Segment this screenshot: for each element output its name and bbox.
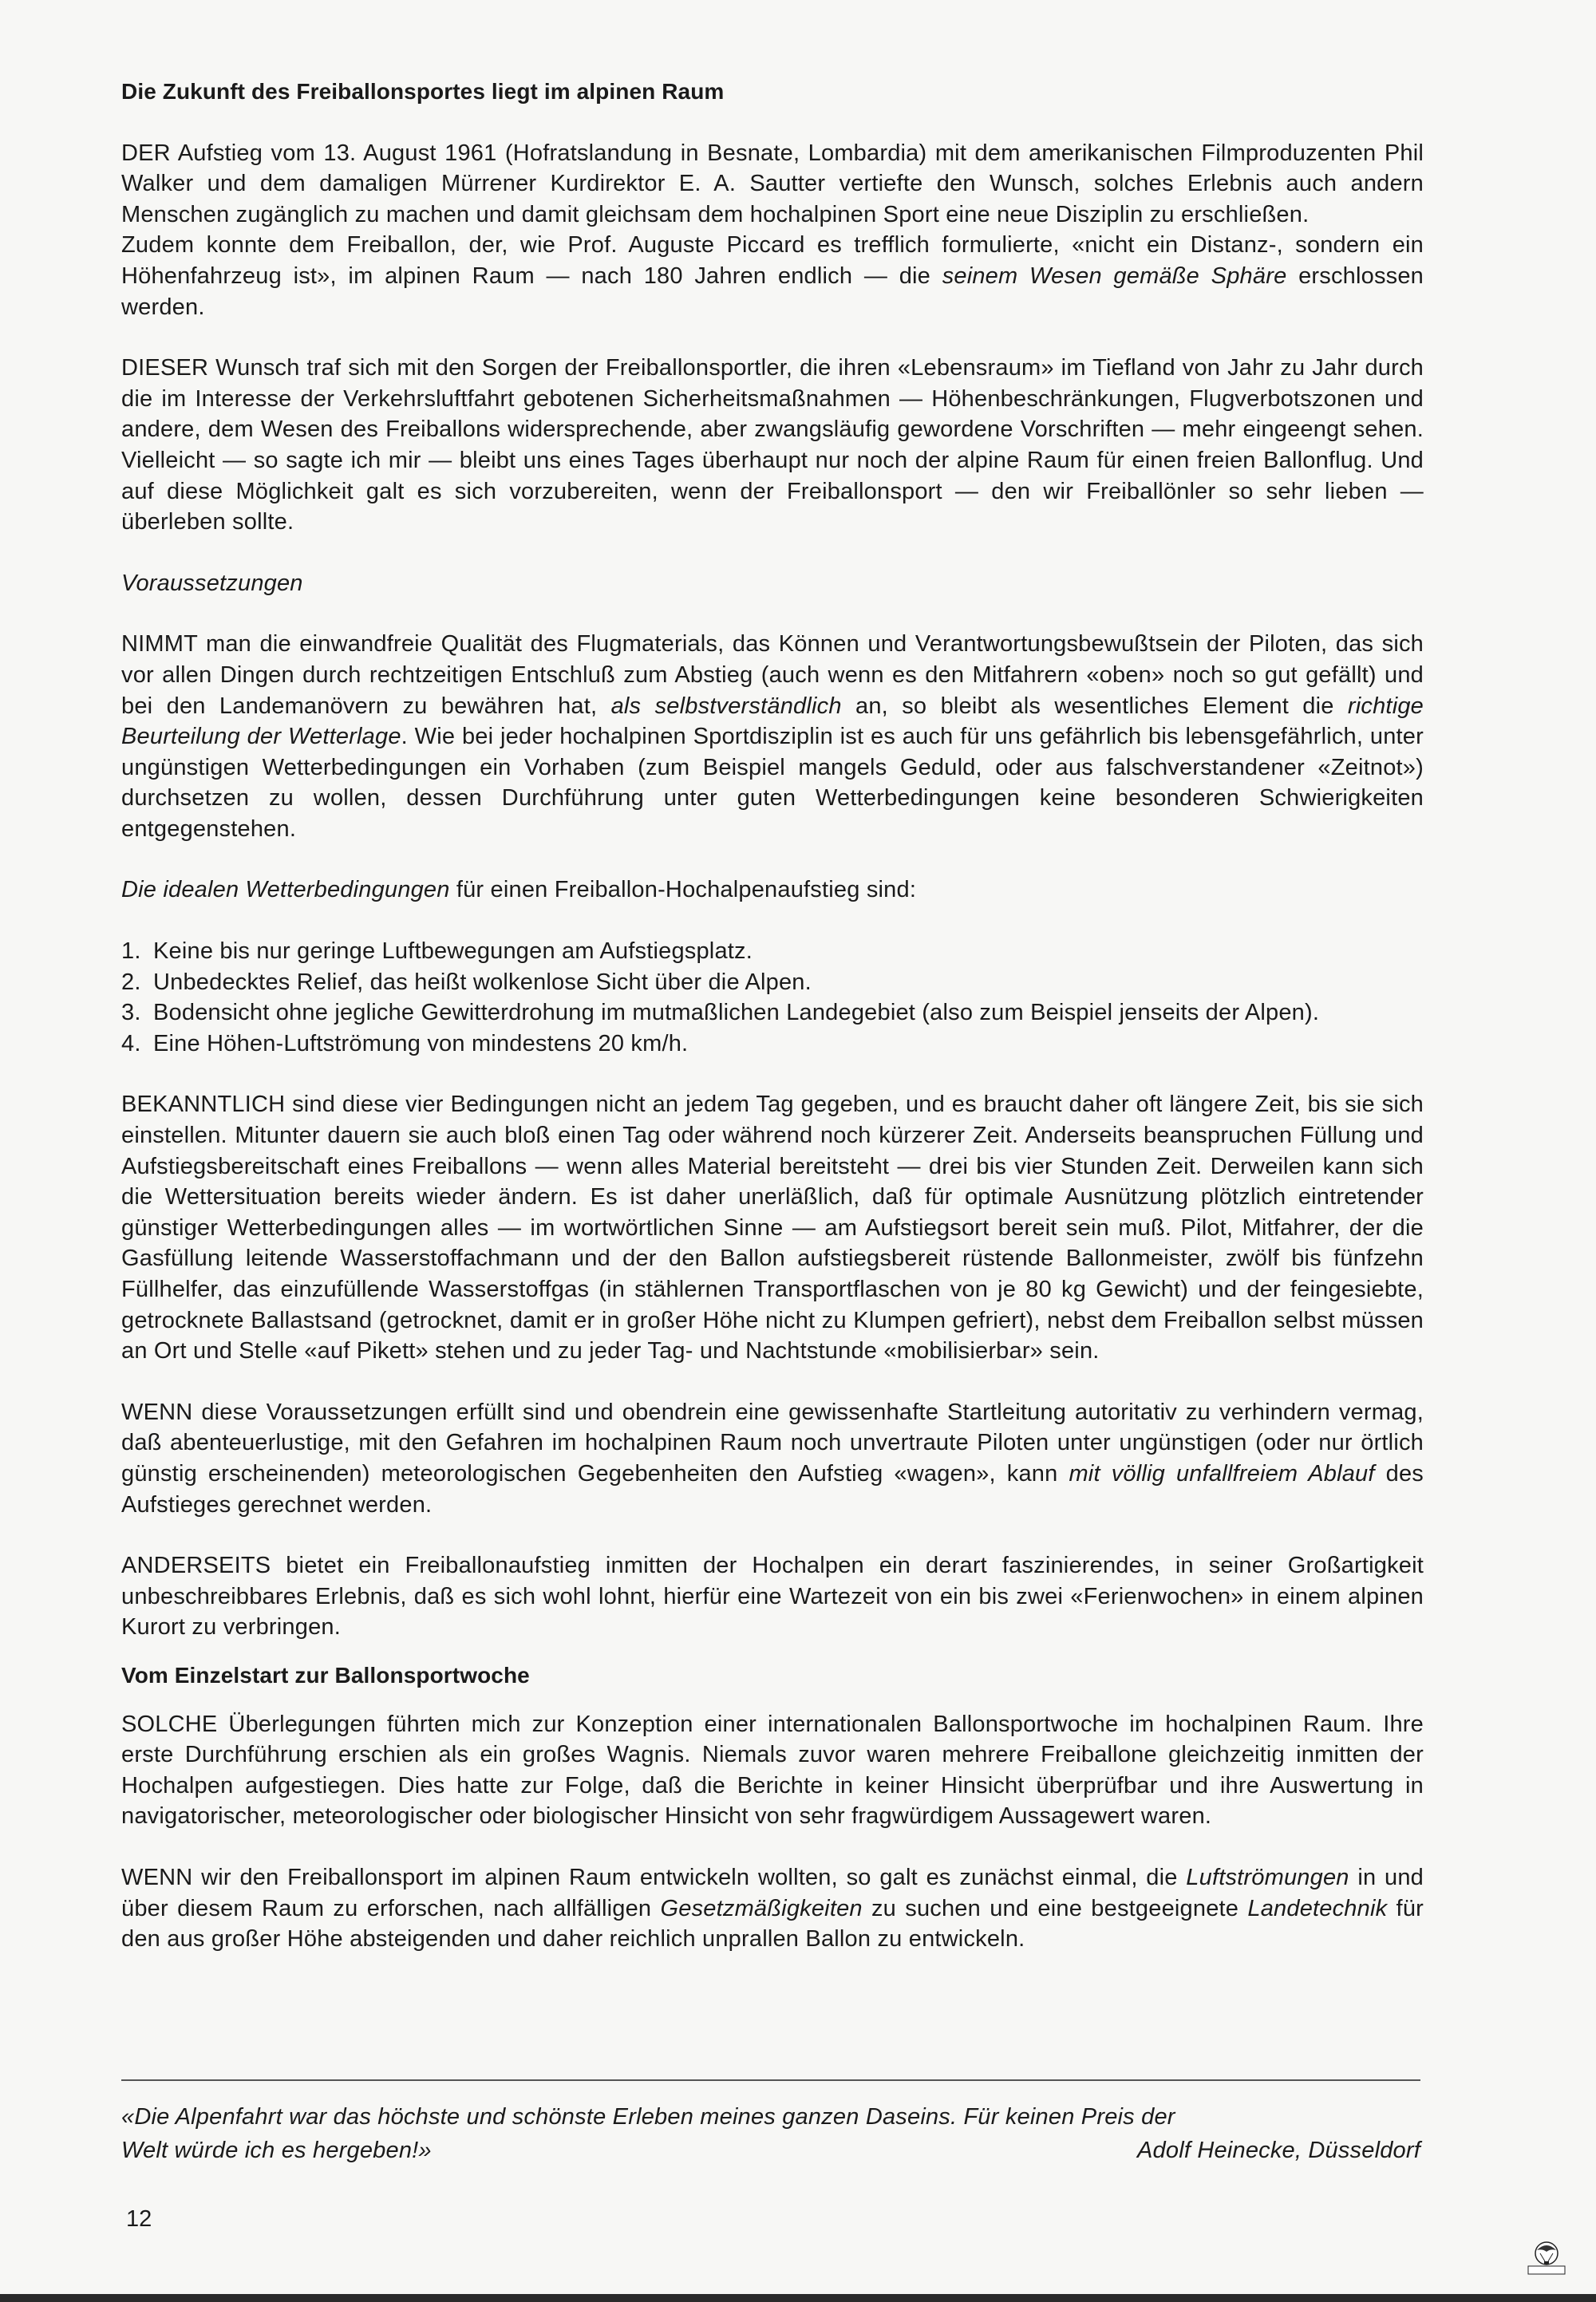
section-heading: Vom Einzelstart zur Ballonsportwoche xyxy=(121,1662,530,1688)
page-number: 12 xyxy=(126,2206,152,2232)
divider xyxy=(121,2079,1420,2081)
conditions-list xyxy=(121,936,1424,1059)
list-item: 3. Bodensicht ohne jegliche Gewitterdrohung im mutmaßlichen Landegebiet (also zum Beispiel jenseits der Alpen). xyxy=(121,1000,1320,1026)
paragraph-nimmt: NIMMT man die einwandfreie Qualität des Flugmaterials, das Können und Verantwortungsbewußtsein der Piloten, das sich vor allen Dingen durch rechtzeitigen Entschluß zum Abstieg (auch wenn es den Mitfahrern «oben» noch so gut gefällt) und bei den Landemanövern zu bewähren hat, als selbstverständlich an, so bleibt als wesentliches Element die richtige Beurteilung der Wetterlage. Wie bei jeder hochalpinen Sportdisziplin ist es auch für uns gefährlich bis lebensgefährlich, unter ungünstigen Wetterbedingungen ein Vorhaben (zum Beispiel mangels Geduld, oder aus falschverstandener «Zeitnot») durchsetzen zu wollen, dessen Durchführung unter guten Wetterbedingungen keine besonderen Schwierigkeiten entgegenstehen. xyxy=(121,631,1424,842)
list-item: 1. Keine bis nur geringe Luftbewegungen am Aufstiegsplatz. xyxy=(121,938,753,965)
paragraph-bekanntlich: BEKANNTLICH sind diese vier Bedingungen nicht an jedem Tag gegeben, und es braucht daher oft längere Zeit, bis sie sich einstellen. Mitunter dauern sie auch bloß einen Tag oder während noch kürzerer Zeit. Anderseits beanspruchen Füllung und Aufstiegsbereitschaft eines Freiballons — wenn alles Material bereitsteht — drei bis vier Stunden Zeit. Derweilen kann sich die Wettersituation bereits wieder ändern. Es ist daher unerläßlich, daß für optimale Ausnützung plötzlich eintretender günstiger Wetterbedingungen alles — im wortwörtlichen Sinne — am Aufstiegsort bereit sein muß. Pilot, Mitfahrer, der die Gasfüllung leitende Wasserstoffachmann und der den Ballon aufstiegsbereit rüstende Ballonmeister, zwölf bis fünfzehn Füllhelfer, das einzufüllende Wasserstoffgas (in stählernen Transportflaschen von je 80 kg Gewicht) und der feingesiebte, getrocknete Ballastsand (getrocknet, damit er in großer Höhe nicht zu Klumpen gefriert), nebst dem Freiballon selbst müssen an Ort und Stelle «auf Pikett» stehen und zu jeder Tag- und Nachtstunde «mobilisierbar» sein. xyxy=(121,1092,1424,1364)
quote-block xyxy=(121,2100,1420,2167)
list-item: 4. Eine Höhen-Luftströmung von mindestens 20 km/h. xyxy=(121,1030,689,1056)
conditions-intro: Die idealen Wetterbedingungen für einen Freiballon-Hochalpenaufstieg sind: xyxy=(121,877,917,903)
paragraph-zudem: Zudem konnte dem Freiballon, der, wie Prof. Auguste Piccard es trefflich formulierte, «nicht ein Distanz-, sondern ein Höhenfahrzeug ist», im alpinen Raum — nach 180 Jahren endlich — die seinem Wesen gemäße Sphäre erschlossen werden. xyxy=(121,232,1424,320)
article-title: Die Zukunft des Freiballonsportes liegt im alpinen Raum xyxy=(121,79,725,104)
list-item: 2. Unbedecktes Relief, das heißt wolkenlose Sicht über die Alpen. xyxy=(121,969,812,995)
quote-line-2: Welt würde ich es hergeben!» xyxy=(121,2138,432,2163)
article xyxy=(121,77,1424,1955)
subheading-voraussetzungen: Voraussetzungen xyxy=(121,570,303,596)
paragraph-der-aufstieg: DER Aufstieg vom 13. August 1961 (Hofratslandung in Besnate, Lombardia) mit dem amerikanischen Filmproduzenten Phil Walker und dem damaligen Mürrener Kurdirektor E. A. Sautter vertiefte den Wunsch, solches Erlebnis auch andern Menschen zugänglich zu machen und damit gleichsam dem hochalpinen Sport eine neue Disziplin zu erschließen. xyxy=(121,140,1424,227)
paragraph-wenn-voraussetzungen: WENN diese Voraussetzungen erfüllt sind und obendrein eine gewissenhafte Startleitung autoritativ zu verhindern vermag, daß abenteuerlustige, mit den Gefahren im hochalpinen Raum noch unvertraute Piloten unter ungünstigen (oder nur örtlich günstig erscheinenden) meteorologischen Gegebenheiten den Aufstieg «wagen», kann mit völlig unfallfreiem Ablauf des Aufstieges gerechnet werden. xyxy=(121,1399,1424,1518)
paragraph-dieser: DIESER Wunsch traf sich mit den Sorgen der Freiballonsportler, die ihren «Lebensraum» im Tiefland von Jahr zu Jahr durch die im Interesse der Verkehrsluftfahrt gebotenen Sicherheitsmaßnahmen — Höhenbeschränkungen, Flugverbotszonen und andere, dem Wesen des Freiballons widersprechende, aber zwangsläufig gewordene Vorschriften — mehr eingeengt sehen. Vielleicht — so sagte ich mir — bleibt uns eines Tages überhaupt nur noch der alpine Raum für einen freien Ballonflug. Und auf diese Möglichkeit galt es sich vorzubereiten, wenn der Freiballonsport — den wir Freiballönler so sehr lieben — überleben sollte. xyxy=(121,355,1424,535)
paragraph-solche: SOLCHE Überlegungen führten mich zur Konzeption einer internationalen Ballonsportwoche im hochalpinen Raum. Ihre erste Durchführung erschien als ein großes Wagnis. Niemals zuvor waren mehrere Freiballone gleichzeitig inmitten der Hochalpen aufgestiegen. Dies hatte zur Folge, daß die Berichte in keiner Hinsicht überprüfbar und ihre Auswertung in navigatorischer, meteorologischer oder biologischer Hinsicht von sehr fragwürdigem Aussagewert waren. xyxy=(121,1711,1424,1830)
quote-author: Adolf Heinecke, Düsseldorf xyxy=(1137,2138,1420,2163)
page-edge xyxy=(0,2294,1596,2302)
paragraph-anderseits: ANDERSEITS bietet ein Freiballonaufstieg inmitten der Hochalpen ein derart faszinierendes, in seiner Großartigkeit unbeschreibbares Erlebnis, daß es sich wohl lohnt, hierfür eine Wartezeit von ein bis zwei «Ferienwochen» in einem alpinen Kurort zu verbringen. xyxy=(121,1553,1424,1641)
paragraph-wenn-freiballonsport: WENN wir den Freiballonsport im alpinen Raum entwickeln wollten, so galt es zunächst einmal, die Luftströmungen in und über diesem Raum zu erforschen, nach allfälligen Gesetzmäßigkeiten zu suchen und eine bestgeeignete Landetechnik für den aus großer Höhe absteigenden und daher reichlich unprallen Ballon zu entwickeln. xyxy=(121,1864,1424,1953)
quote-line-1: «Die Alpenfahrt war das höchste und schönste Erleben meines ganzen Daseins. Für keinen Preis der xyxy=(121,2104,1175,2130)
balloon-logo-icon xyxy=(1527,2241,1566,2276)
